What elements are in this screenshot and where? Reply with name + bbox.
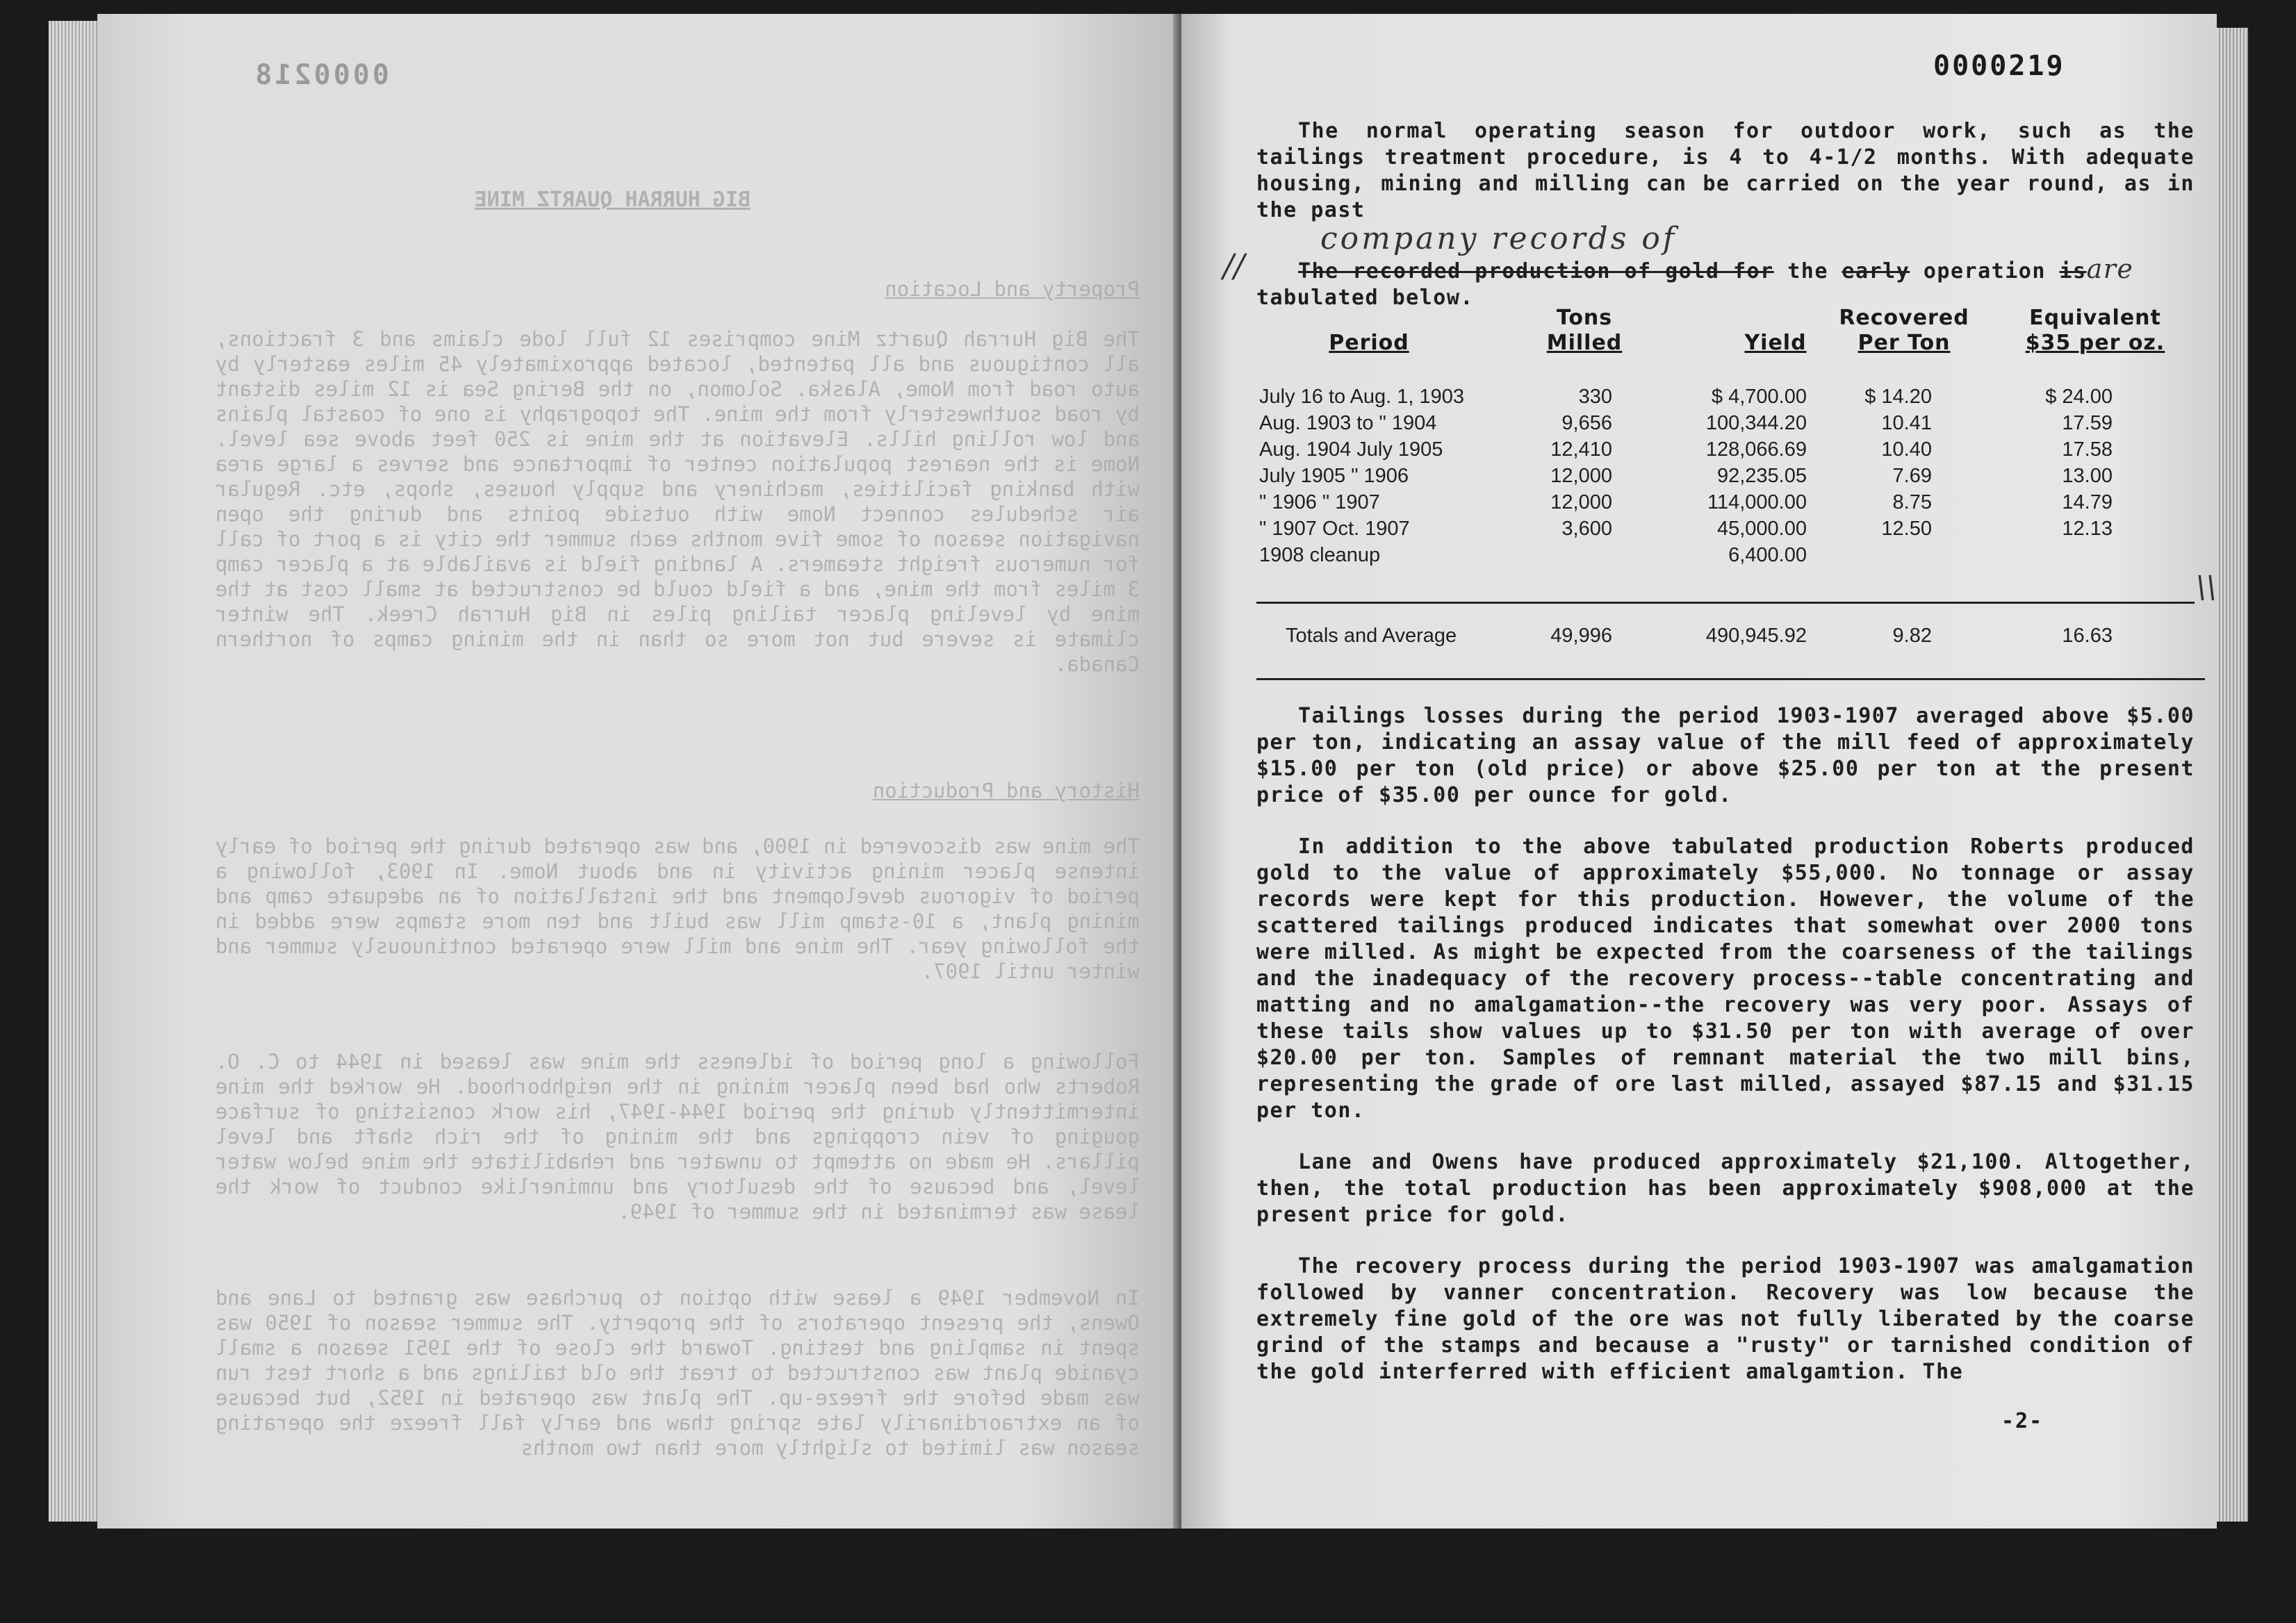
- cell-period: 1908 cleanup: [1259, 544, 1381, 566]
- cell-period: Aug. 1903 to " 1904: [1259, 412, 1437, 434]
- handwritten-are: are: [2086, 254, 2134, 284]
- cell-period: " 1907 Oct. 1907: [1259, 518, 1410, 540]
- cell-tons: 12,000: [1550, 465, 1612, 487]
- cell-yield: 45,000.00: [1716, 518, 1807, 540]
- page-number: -2-: [2001, 1409, 2044, 1433]
- cell-tons: 9,656: [1561, 412, 1612, 434]
- left-page: [97, 14, 1181, 1529]
- cell-tons: 3,600: [1561, 518, 1612, 540]
- bleed-para-idle: Following a long period of idleness the mine was leased in 1944 to C. O. Roberts who had been placer mining in the neighborhood. He worked the mine intermittently during the period 1944-1947, his work consisting of surface gouging of vein croppings and the mining of the rich shaft and level pillars. He made no attempt to unwater and rehabilitate the mine below water level, and because of the desultory and unminerlike conduct of work the lease was terminated in the summer of 1949.: [215, 1050, 1140, 1224]
- header-tons: Tons Milled: [1546, 306, 1623, 355]
- table-rule-bottom: [1256, 678, 2205, 680]
- totals-equiv: 16.63: [2062, 625, 2113, 647]
- margin-mark-right: \\: [2196, 570, 2217, 605]
- cell-yield: 114,000.00: [1707, 491, 1807, 513]
- header-yield: Yield: [1744, 331, 1807, 355]
- cell-period: Aug. 1904 July 1905: [1259, 438, 1443, 461]
- bleed-para-lease: In November 1949 a lease with option to purchase was granted to Lane and Owens, the present operators of the property. The summer season of 1950 was spent in sampling and testing. Toward the close of the 1951 season a small cyanide plant was constructed to treat the old tailings and a short test run was made before the freeze-up. The plant was operated in 1952, but because of an extraordinarily late spring thaw and early fall freeze the operating season was limited to slightly more than two months: [215, 1286, 1140, 1460]
- cell-period: July 1905 " 1906: [1259, 465, 1409, 487]
- cell-per-ton: $ 14.20: [1864, 386, 1932, 408]
- bleed-title: BIG HURRAH QUARTZ MINE: [474, 188, 751, 212]
- para-roberts: In addition to the above tabulated production Roberts produced gold to the value of approximately $55,000. No tonnage or assay records were kept for this production. However, the volume of the scattered tailings produced indicates that somewhat over 2000 tons were milled. As might be expected from the coarseness of the tailings and the inadequacy of the recovery process--table concentrating and matting and no amalgamation--the recovery was very poor. Assays of these tails show values up to $31.50 per ton with average of over $20.00 per ton. Samples of remnant material the two mill bins, representing the grade of ore last milled, assayed $87.15 and $31.15 per ton.: [1256, 834, 2195, 1123]
- cell-tons: 330: [1578, 386, 1612, 408]
- intro-text-4: operation: [1910, 259, 2060, 283]
- bleed-through-text: [97, 14, 1181, 1529]
- table-intro-line-2: tabulated below.: [1256, 286, 1474, 310]
- header-period: Period: [1329, 331, 1409, 355]
- page-stamp: 0000219: [1933, 50, 2065, 82]
- cell-equiv: 13.00: [2062, 465, 2113, 487]
- cell-tons: 12,000: [1550, 491, 1612, 513]
- cell-yield: 6,400.00: [1728, 544, 1807, 566]
- cell-period: " 1906 " 1907: [1259, 491, 1380, 513]
- intro-text-2: the: [1773, 259, 1842, 283]
- cell-tons: 12,410: [1550, 438, 1612, 461]
- para-recovery: The recovery process during the period 1903-1907 was amalgamation followed by vanner concentration. Recovery was low because the extremely fine gold of the ore was not fully liberated by the coarse grind of the stamps and because a "rusty" or tarnished condition of the gold interferred with efficient amalgamtion. The: [1256, 1254, 2195, 1384]
- table-rule-top: [1256, 602, 2195, 604]
- header-recovered: Recovered Per Ton: [1839, 306, 1969, 355]
- bleed-para-history: The mine was discovered in 1900, and was operated during the period of early intense placer mining activity in and about Nome. In 1903, following a period of vigorous development and the installation of an adequate camp and mining plant, a 10-stamp mill was built and ten more stamps were added in the following year. The mine and mill were operated continuously summer and winter until 1907.: [215, 834, 1140, 983]
- cell-equiv: 17.59: [2062, 412, 2113, 434]
- cell-yield: 92,235.05: [1716, 465, 1807, 487]
- struck-text-early: early: [1842, 259, 1910, 283]
- cell-per-ton: 10.41: [1881, 412, 1932, 434]
- cell-yield: 128,066.69: [1705, 438, 1807, 461]
- cell-per-ton: 12.50: [1881, 518, 1932, 540]
- margin-mark-left: //: [1223, 247, 1245, 284]
- totals-yield: 490,945.92: [1705, 625, 1807, 647]
- intro-paragraph: [1256, 118, 2195, 224]
- cell-equiv: 17.58: [2062, 438, 2113, 461]
- cell-equiv: $ 24.00: [2045, 386, 2113, 408]
- cell-per-ton: 7.69: [1892, 465, 1932, 487]
- struck-text-is: is: [2059, 259, 2087, 283]
- cell-yield: 100,344.20: [1705, 412, 1807, 434]
- header-equivalent: Equivalent $35 per oz.: [2025, 306, 2165, 355]
- table-intro: [1256, 256, 2195, 311]
- bleed-heading-history: History and Production: [872, 779, 1140, 802]
- bleed-para-property: The Big Hurrah Quartz Mine comprises 12 full lode claims and 3 fractions, all contiguous and all patented, located approximately 45 miles easterly by auto road from Nome, Alaska. Solomon, on the Bering Sea is 12 miles distant by road southwesterly from the mine. The topography is one of coastal plains and low rolling hills. Elevation at the mine is 250 feet above sea level. Nome is the nearest population center of importance and serves a large area with banking facilities, machinery and supply houses, shops, etc. Regular air schedules connect Nome with outside points and during the open navigation season of some five months each summer the city is a port of call for numerous freight steamers. A landing field is available at a placer camp 3 miles from the mine, and a field could be constructed at small cost at the mine by leveling placer tailing piles in Big Hurrah Creek. The winter climate is severe but not more so than in the mining camps of northern Canada.: [215, 327, 1140, 676]
- cell-equiv: 14.79: [2062, 491, 2113, 513]
- cell-equiv: 12.13: [2062, 518, 2113, 540]
- bleed-heading-property: Property and Location: [885, 277, 1140, 301]
- totals-tons: 49,996: [1550, 625, 1612, 647]
- cell-per-ton: 10.40: [1881, 438, 1932, 461]
- cell-period: July 16 to Aug. 1, 1903: [1259, 386, 1465, 408]
- totals-per-ton: 9.82: [1892, 625, 1932, 647]
- para-lane-owens: Lane and Owens have produced approximately $21,100. Altogether, then, the total production has been approximately $908,000 at the present price for gold.: [1256, 1150, 2195, 1227]
- bleed-page-stamp: 0000218: [252, 59, 389, 91]
- handwritten-insert: company records of: [1320, 221, 1678, 256]
- cell-per-ton: 8.75: [1892, 491, 1932, 513]
- intro-text: The normal operating season for outdoor work, such as the tailings treatment procedure, is 4 to 4-1/2 months. With adequate housing, mining and milling can be carried on the year round, as in the past: [1256, 119, 2195, 222]
- cell-yield: $ 4,700.00: [1711, 386, 1807, 408]
- para-tailings: Tailings losses during the period 1903-1907 averaged above $5.00 per ton, indicating an assay value of the mill feed of approximately $15.00 per ton (old price) or above $25.00 per ton at the present price of $35.00 per ounce for gold.: [1256, 704, 2195, 807]
- struck-text-1: The recorded production of gold for: [1298, 259, 1774, 283]
- totals-label: Totals and Average: [1286, 625, 1457, 647]
